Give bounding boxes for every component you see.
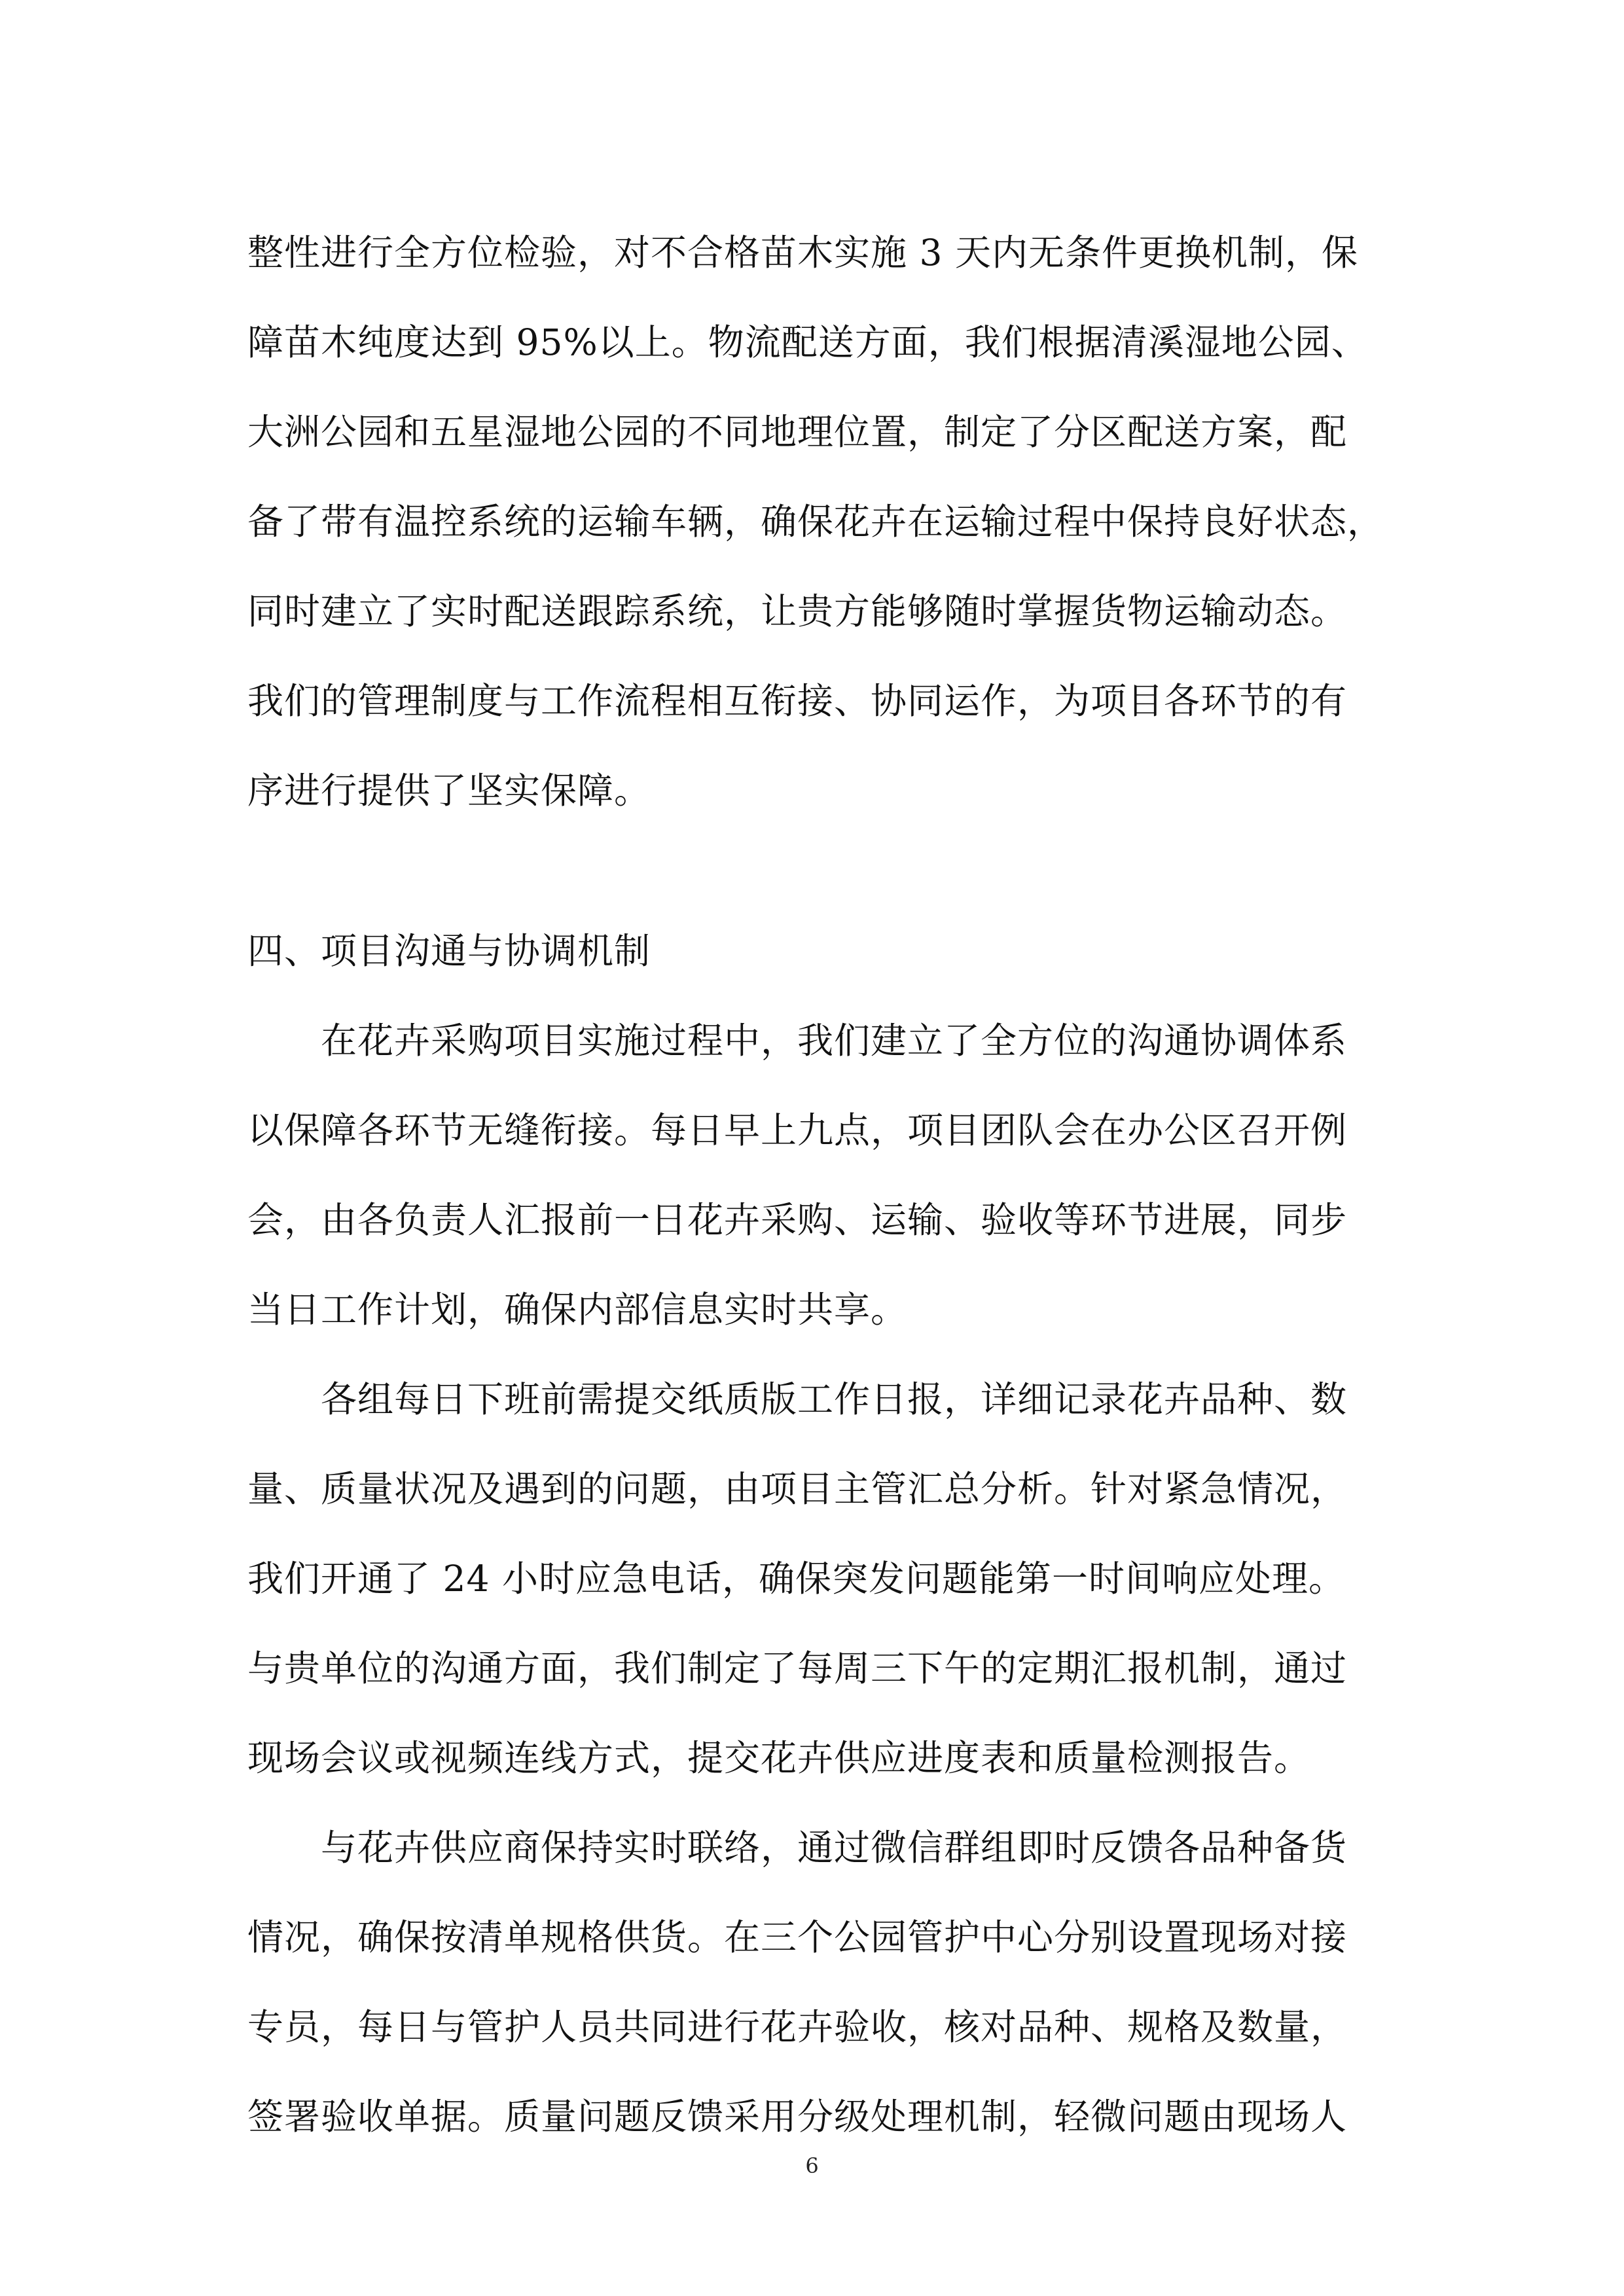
text-line: 在花卉采购项目实施过程中，我们建立了全方位的沟通协调体系 [321, 1020, 1348, 1062]
text-line: 与贵单位的沟通方面，我们制定了每周三下午的定期汇报机制，通过 [247, 1647, 1348, 1689]
text-line: 专员，每日与管护人员共同进行花卉验收，核对品种、规格及数量， [247, 2006, 1348, 2048]
text-line: 我们的管理制度与工作流程相互衔接、协同运作，为项目各环节的有 [247, 680, 1348, 722]
text-line: 同时建立了实时配送跟踪系统，让贵方能够随时掌握货物运输动态。 [247, 590, 1348, 632]
section-heading: 四、项目沟通与协调机制 [247, 930, 651, 972]
text-line: 现场会议或视频连线方式，提交花卉供应进度表和质量检测报告。 [247, 1737, 1311, 1779]
text-line: 备了带有温控系统的运输车辆，确保花卉在运输过程中保持良好状态， [247, 501, 1384, 543]
text-line: 各组每日下班前需提交纸质版工作日报，详细记录花卉品种、数 [321, 1378, 1348, 1420]
text-line: 签署验收单据。质量问题反馈采用分级处理机制，轻微问题由现场人 [247, 2096, 1348, 2138]
section-spacer [247, 836, 1388, 906]
text-line: 情况，确保按清单规格供货。在三个公园管护中心分别设置现场对接 [247, 1916, 1348, 1958]
text-line: 会，由各负责人汇报前一日花卉采购、运输、验收等环节进展，同步 [247, 1199, 1348, 1241]
paragraph [247, 996, 1388, 1355]
paragraph-continued [247, 208, 1388, 836]
text-line: 序进行提供了坚实保障。 [247, 770, 651, 812]
text-line: 当日工作计划，确保内部信息实时共享。 [247, 1289, 908, 1331]
paragraph [247, 1803, 1388, 2162]
page-number: 6 [805, 2153, 819, 2178]
text-line: 整性进行全方位检验，对不合格苗木实施 3 天内无条件更换机制，保 [247, 232, 1358, 274]
text-line: 以保障各环节无缝衔接。每日早上九点，项目团队会在办公区召开例 [247, 1109, 1348, 1151]
text-line: 障苗木纯度达到 95%以上。物流配送方面，我们根据清溪湿地公园、 [247, 321, 1368, 363]
text-line: 与花卉供应商保持实时联络，通过微信群组即时反馈各品种备货 [321, 1827, 1348, 1869]
document-body [247, 208, 1388, 2162]
text-line: 量、质量状况及遇到的问题，由项目主管汇总分析。针对紧急情况， [247, 1468, 1348, 1510]
paragraph [247, 1355, 1388, 1803]
text-line: 大洲公园和五星湿地公园的不同地理位置，制定了分区配送方案，配 [247, 411, 1348, 453]
text-line: 我们开通了 24 小时应急电话，确保突发问题能第一时间响应处理。 [247, 1558, 1345, 1600]
